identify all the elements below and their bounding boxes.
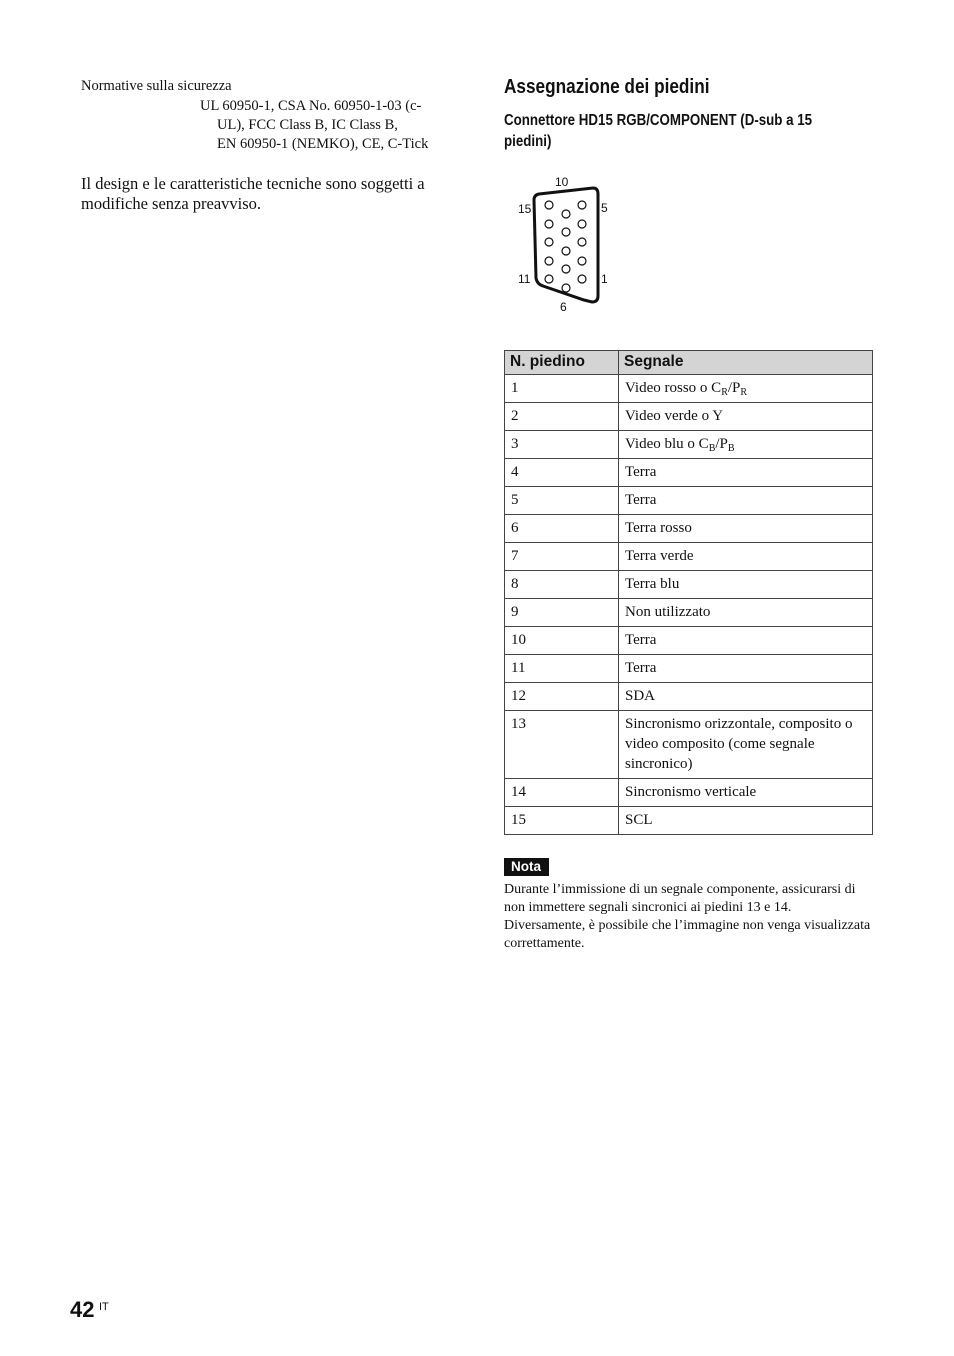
pin-hole (545, 201, 553, 209)
table-row (505, 459, 873, 487)
pin-number-cell: 11 (505, 655, 619, 683)
pin-hole (562, 247, 570, 255)
signal-cell (619, 711, 873, 779)
table-row (505, 627, 873, 655)
signal-cell (619, 543, 873, 571)
table-row (505, 543, 873, 571)
signal-text: Terra rosso (625, 520, 692, 536)
pin-number-cell: 8 (505, 571, 619, 599)
table-row (505, 403, 873, 431)
pin-number-cell: 5 (505, 487, 619, 515)
table-row (505, 599, 873, 627)
table-row (505, 807, 873, 835)
section-title: Assegnazione dei piedini (504, 76, 710, 98)
signal-text-mid: /P (727, 380, 741, 396)
pin-hole (578, 238, 586, 246)
signal-text: Non utilizzato (625, 604, 711, 620)
note-label: Nota (504, 858, 549, 876)
pin-number-cell: 13 (505, 711, 619, 779)
table-row (505, 683, 873, 711)
signal-subscript: R (740, 387, 748, 398)
pin-number-cell: 12 (505, 683, 619, 711)
pin-number-cell: 7 (505, 543, 619, 571)
signal-cell (619, 807, 873, 835)
pin-label-6: 6 (560, 300, 567, 314)
pin-number-cell: 3 (505, 431, 619, 459)
pin-hole (562, 210, 570, 218)
pin-number-cell: 14 (505, 779, 619, 807)
page-number: 42 (70, 1297, 95, 1322)
signal-text: Sincronismo verticale (625, 784, 757, 800)
table-row (505, 515, 873, 543)
table-row (505, 779, 873, 807)
column-header-signal: Segnale (619, 351, 873, 375)
signal-text: Terra (625, 632, 657, 648)
signal-text: Terra verde (625, 548, 694, 564)
pin-hole (578, 201, 586, 209)
signal-text: Sincronismo orizzontale, composito o video composito (come segnale sincronico) (625, 716, 853, 772)
pin-hole (562, 228, 570, 236)
signal-cell (619, 515, 873, 543)
table-header-row (505, 351, 873, 375)
signal-cell (619, 487, 873, 515)
signal-text: Terra (625, 660, 657, 676)
pin-label-1: 1 (601, 272, 608, 286)
signal-text: Terra (625, 492, 657, 508)
pin-number-cell: 2 (505, 403, 619, 431)
pin-hole (562, 265, 570, 273)
safety-heading: Normative sulla sicurezza (81, 78, 232, 94)
signal-cell (619, 375, 873, 403)
table-row (505, 571, 873, 599)
pin-hole (578, 275, 586, 283)
safety-line-2: UL), FCC Class B, IC Class B, (217, 117, 398, 133)
note-text: Durante l’immissione di un segnale componente, assicurarsi di non immettere segnali sincronici ai piedini 13 e 14. Diversamente, è possibile che l’immagine non venga visualizzata correttamente. (504, 882, 871, 951)
table-row (505, 431, 873, 459)
table-row (505, 655, 873, 683)
pin-label-11: 11 (518, 272, 531, 286)
pin-hole (578, 257, 586, 265)
pin-number-cell: 9 (505, 599, 619, 627)
design-note: Il design e le caratteristiche tecniche sono soggetti a modifiche senza preavviso. (81, 174, 425, 213)
pin-hole (545, 275, 553, 283)
table-row (505, 375, 873, 403)
page-language: IT (99, 1301, 109, 1313)
pin-hole (545, 257, 553, 265)
signal-subscript: B (727, 443, 735, 454)
signal-cell (619, 779, 873, 807)
hd15-connector-diagram (510, 172, 620, 318)
pin-number-cell: 1 (505, 375, 619, 403)
safety-line-1: UL 60950-1, CSA No. 60950-1-03 (c- (200, 98, 422, 114)
signal-subscript: R (721, 387, 728, 398)
pin-hole (545, 238, 553, 246)
table-row (505, 711, 873, 779)
pin-number-cell: 10 (505, 627, 619, 655)
signal-text: Video rosso o C (625, 380, 722, 396)
pin-label-5: 5 (601, 201, 608, 215)
signal-cell (619, 431, 873, 459)
signal-subscript: B (708, 443, 716, 454)
signal-text: Video blu o C (625, 436, 709, 452)
safety-line-3: EN 60950-1 (NEMKO), CE, C-Tick (217, 136, 429, 152)
column-header-pin: N. piedino (505, 351, 619, 375)
pin-number-cell: 6 (505, 515, 619, 543)
signal-text: SCL (625, 812, 653, 828)
signal-cell (619, 599, 873, 627)
pin-hole (545, 220, 553, 228)
signal-cell (619, 655, 873, 683)
pin-label-15: 15 (518, 202, 532, 216)
pin-assignment-table (504, 350, 873, 835)
signal-cell (619, 627, 873, 655)
signal-cell (619, 459, 873, 487)
pin-hole (562, 284, 570, 292)
signal-text: Terra blu (625, 576, 680, 592)
signal-cell (619, 571, 873, 599)
table-row (505, 487, 873, 515)
subsection-title: Connettore HD15 RGB/COMPONENT (D-sub a 15 piedini) (504, 112, 813, 150)
signal-text-mid: /P (715, 436, 728, 452)
signal-cell (619, 683, 873, 711)
pin-label-10: 10 (555, 175, 569, 189)
signal-cell (619, 403, 873, 431)
safety-standards (200, 97, 450, 154)
signal-text: SDA (625, 688, 656, 704)
pin-number-cell: 4 (505, 459, 619, 487)
signal-text: Terra (625, 464, 657, 480)
pin-hole (578, 220, 586, 228)
signal-text: Video verde o Y (625, 408, 724, 424)
pin-number-cell: 15 (505, 807, 619, 835)
